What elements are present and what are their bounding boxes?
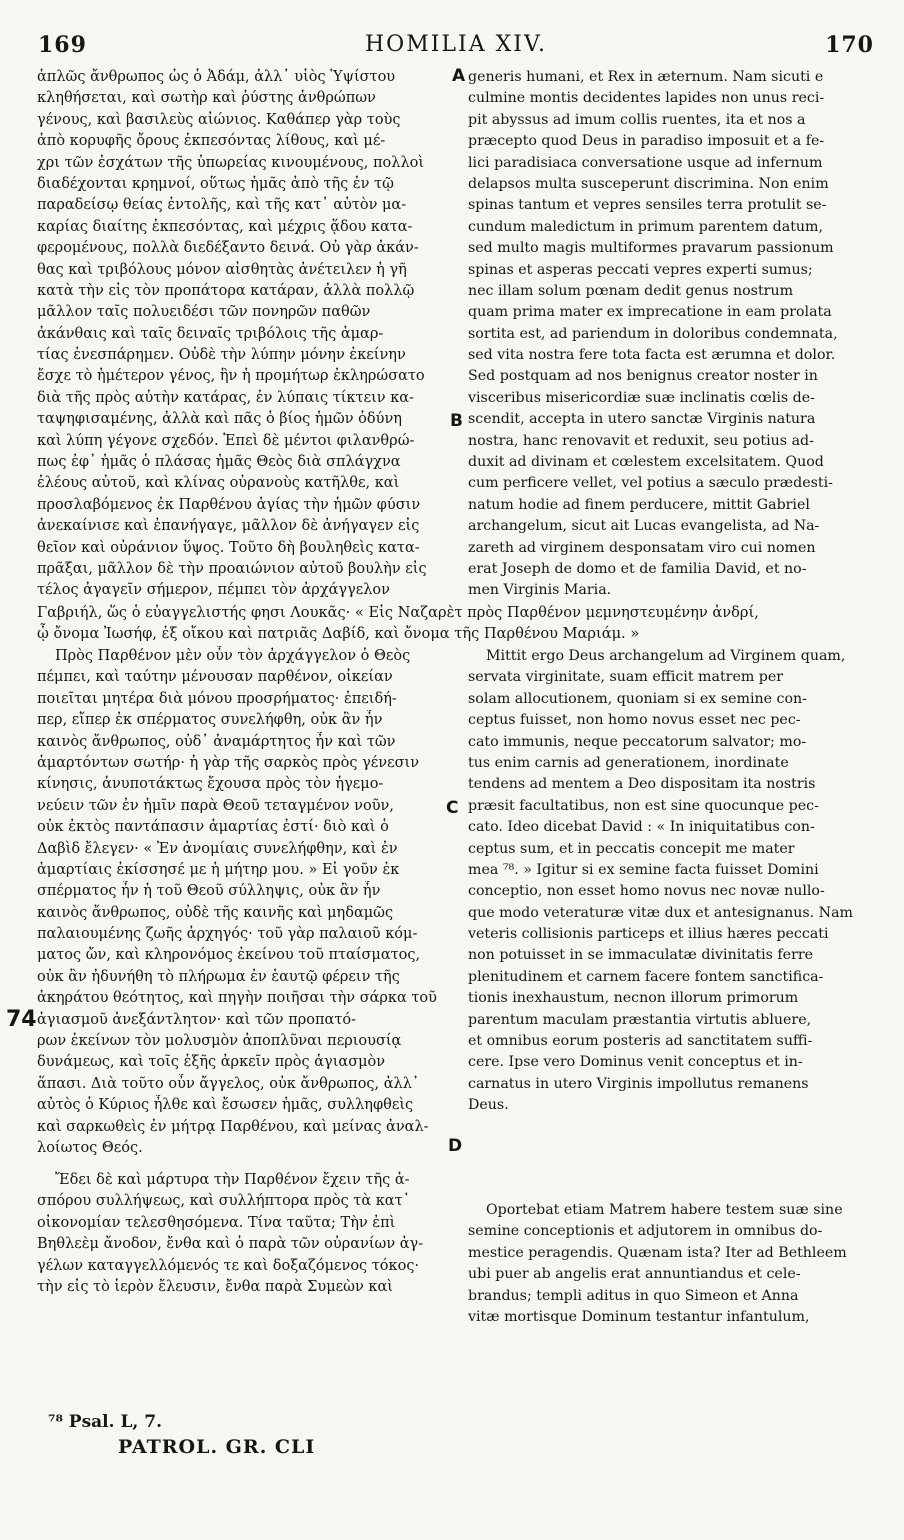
text-line: tus enim carnis ad generationem, inordinate [468, 754, 789, 771]
text-line: conceptio, non esset homo novus nec novæ nullo- [468, 883, 825, 900]
text-line: spinas et asperas peccati vepres experti sumus; [468, 261, 813, 278]
right-page-number: 170 [825, 32, 874, 58]
text-line: generis humani, et Rex in æternum. Nam sicuti e [468, 69, 824, 85]
text-line: præcepto quod Deus in paradiso imposuit et a fe- [468, 133, 825, 150]
text-line: περ, εἴπερ ἐκ σπέρματος συνελήφθη, οὐκ ἂν ἦν [37, 712, 383, 729]
text-line: cato immunis, neque peccatorum salvator; mo- [468, 733, 807, 750]
text-line: δυνάμεως, καὶ τοῖς ἑξῆς ἀρκεῖν πρὸς ἁγιασμὸν [37, 1054, 386, 1071]
text-line: διὰ τῆς πρὸς αὐτὴν κατάρας, ἐν λύπαις τίκτειν κα- [37, 389, 414, 406]
text-line: μᾶλλον ταῖς πολυειδέσι τῶν πονηρῶν παθῶν [37, 304, 371, 321]
text-line: zareth ad virginem desponsatam viro cui nomen [468, 539, 816, 556]
text-line: παραδείσῳ θείας ἐντολῆς, καὶ τῆς κατ᾽ αὐτὸν μα- [37, 197, 407, 214]
text-line: ἔσχε τὸ ἡμέτερον γένος, ἣν ἡ προμήτωρ ἐκληρώσατο [37, 368, 425, 385]
text-line: ἁγιασμοῦ ἀνεξάντλητον· καὶ τῶν προπατό- [37, 1011, 356, 1028]
text-line: κίνησις, ἀνυποτάκτως ἔχουσα πρὸς τὸν ἡγεμο- [37, 776, 384, 793]
text-line: Ἔδει δὲ καὶ μάρτυρα τὴν Παρθένον ἔχειν τῆς ἀ- [55, 1172, 410, 1188]
text-line: duxit ad divinam et cœlestem excelsitatem. Quod [468, 454, 824, 471]
text-line: αὐτὸς ὁ Κύριος ἦλθε καὶ ἔσωσεν ἡμᾶς, συλληφθεὶς [37, 1097, 414, 1114]
text-line: spinas tantum et vepres sensiles terra protulit se- [468, 197, 827, 214]
text-line: que modo veteraturæ vitæ dux et antesignanus. Nam [468, 904, 853, 921]
text-line: κατὰ τὴν εἰς τὸν προπάτορα κατάραν, ἀλλὰ πολλῷ [37, 282, 415, 299]
text-line: pit abyssus ad imum collis ruentes, ita et nos a [468, 111, 806, 128]
text-line: προσλαβόμενος ἐκ Παρθένου ἁγίας τὴν ἡμῶν φύσιν [37, 496, 421, 513]
margin-letter-c: C [446, 798, 459, 818]
text-line: parentum maculam præstantia virtutis abluere, [468, 1011, 812, 1028]
text-line: natum hodie ad finem perducere, mittit Gabriel [468, 496, 810, 513]
text-line: ματος ὤν, καὶ κληρονόμος ἐκείνου τοῦ πταίσματος, [37, 947, 421, 964]
text-line: præsit facultatibus, non est sine quocunque pec- [468, 797, 819, 814]
text-line: nostra, hanc renovavit et reduxit, seu potius ad- [468, 432, 814, 449]
text-line: ἁπλῶς ἄνθρωπος ὡς ὁ Ἀδάμ, ἀλλ᾽ υἱὸς Ὑψίστου [37, 69, 396, 85]
text-line: Sed postquam ad nos benignus creator noster in [468, 368, 818, 385]
text-line: ἀκηράτου θεότητος, καὶ πηγὴν ποιῆσαι τὴν σάρκα τοῦ [37, 990, 437, 1007]
text-line: ἐλέους αὐτοῦ, καὶ κλίνας οὐρανοὺς κατῆλθε, καὶ [37, 475, 400, 492]
text-line: λοίωτος Θεός. [37, 1139, 143, 1156]
text-line: sed vita nostra fere tota facta est ærumna et dolor. [468, 347, 836, 364]
text-line: et omnibus eorum posteris ad sanctitatem suffi- [468, 1033, 813, 1050]
full-width-greek-quote [37, 602, 865, 645]
text-line: archangelum, sicut ait Lucas evangelista, ad Na- [468, 518, 820, 535]
text-line: οὐκ ἂν ἠδυνήθη τὸ πλήρωμα ἐν ἑαυτῷ φέρειν τῆς [37, 968, 400, 985]
text-line: Γαβριήλ, ὥς ὁ εὐαγγελιστής φησι Λουκᾶς· « Εἰς Ναζαρὲτ πρὸς Παρθένον μεμνηστευμένην ἀνδρί, [37, 604, 759, 621]
latin-column-block-1 [468, 67, 872, 602]
greek-column-block-2 [37, 646, 465, 1159]
text-line: culmine montis decidentes lapides non unus reci- [468, 90, 825, 107]
latin-column-block-2 [468, 646, 872, 1117]
left-page-number: 169 [38, 32, 87, 58]
text-line: veteris collisionis particeps et illius hæres peccati [468, 926, 829, 943]
text-line: τίας ἐνεσπάρημεν. Οὐδὲ τὴν λύπην μόνην ἐκείνην [37, 347, 406, 364]
text-line: non potuisset in se immaculatæ divinitatis ferre [468, 947, 814, 964]
text-line: σπέρματος ἦν ἡ τοῦ Θεοῦ σύλληψις, οὐκ ἂν ἦν [37, 883, 381, 900]
text-line: ἁμαρτόντων σωτήρ· ἡ γὰρ τῆς σαρκὸς πρὸς γένεσιν [37, 754, 420, 771]
text-line: θας καὶ τριβόλους μόνον αἰσθητὰς ἀνέτειλεν ἡ γῆ [37, 261, 407, 278]
text-line: scendit, accepta in utero sanctæ Virginis natura [468, 411, 816, 428]
text-line: Πρὸς Παρθένον μὲν οὖν τὸν ἀρχάγγελον ὁ Θεὸς [55, 648, 411, 664]
text-line: τὴν εἰς τὸ ἱερὸν ἔλευσιν, ἔνθα παρὰ Συμεὼν καὶ [37, 1278, 393, 1295]
text-line: mestice peragendis. Quænam ista? Iter ad Bethleem [468, 1244, 847, 1261]
text-line: οἰκονομίαν τελεσθησόμενα. Τίνα ταῦτα; Τὴν ἐπὶ [37, 1214, 396, 1231]
greek-column-block-1 [37, 67, 465, 602]
text-line: Oportebat etiam Matrem habere testem suæ sine [486, 1202, 843, 1218]
text-line: delapsos multa susceperunt discrimina. Non enim [468, 175, 829, 192]
text-line: semine conceptionis et adjutorem in omnibus do- [468, 1223, 823, 1240]
greek-column-block-3 [37, 1170, 465, 1298]
text-line: lici paradisiaca conversatione usque ad infernum [468, 154, 823, 171]
text-line: καρίας διαίτης ἐκπεσόντας, καὶ μέχρις ᾅδου κατα- [37, 218, 413, 235]
text-line: sed multo magis multiformes pravarum passionum [468, 240, 834, 257]
text-line: ceptus fuisset, non homo novus esset nec pec- [468, 712, 801, 729]
text-line: ἁμαρτίαις ἐκίσσησέ με ἡ μήτηρ μου. » Εἰ γοῦν ἐκ [37, 861, 400, 878]
margin-letter-a: A [452, 66, 466, 86]
text-line: ᾧ ὄνομα Ἰωσήφ, ἐξ οἴκου καὶ πατριᾶς Δαβίδ, καὶ ὄνομα τῆς Παρθένου Μαριάμ. » [37, 625, 640, 643]
text-line: cundum maledictum in primum parentem datum, [468, 218, 824, 235]
text-line: γένους, καὶ βασιλεὺς αἰώνιος. Καθάπερ γὰρ τοὺς [37, 111, 401, 128]
running-head-title: HOMILIA XIV. [364, 32, 547, 57]
text-line: visceribus misericordiæ suæ inclinatis cœlis de- [468, 389, 815, 406]
printer-signature: PATROL. GR. CLI [118, 1436, 316, 1458]
text-line: brandus; templi aditus in quo Simeon et Anna [468, 1287, 799, 1304]
text-line: γέλων καταγγελλόμενός τε καὶ δοξαζόμενος τόκος· [37, 1257, 420, 1274]
text-line: φερομένους, πολλὰ διεδέξαντο δεινά. Οὐ γὰρ ἀκάν- [37, 240, 419, 257]
text-line: κληθήσεται, καὶ σωτὴρ καὶ ῥύστης ἀνθρώπων [37, 90, 376, 107]
text-line: σπόρου συλλήψεως, καὶ συλλήπτορα πρὸς τὰ κατ᾽ [37, 1193, 410, 1210]
text-line: Mittit ergo Deus archangelum ad Virginem quam, [486, 648, 846, 664]
latin-column-block-3 [468, 1200, 872, 1328]
text-line: tendens ad mentem a Deo dispositam ita nostris [468, 776, 816, 793]
text-line: ἅπασι. Διὰ τοῦτο οὖν ἄγγελος, οὐκ ἄνθρωπος, ἀλλ᾽ [37, 1075, 420, 1092]
text-line: παλαιουμένης ζωῆς ἀρχηγός· τοῦ γὰρ παλαιοῦ κόμ- [37, 926, 418, 943]
text-line: quam prima mater ex imprecatione in eam prolata [468, 304, 832, 321]
text-line: ἀνεκαίνισε καὶ ἐπανήγαγε, μᾶλλον δὲ ἀνήγαγεν εἰς [37, 518, 420, 535]
text-line: διαδέχονται κρημνοί, οὕτως ἡμᾶς ἀπὸ τῆς ἐν τῷ [37, 175, 394, 192]
text-line: mea ⁷⁸. » Igitur si ex semine facta fuisset Domini [468, 861, 819, 878]
text-line: carnatus in utero Virginis impollutus remanens [468, 1075, 809, 1092]
text-line: πρᾶξαι, μᾶλλον δὲ τὴν προαιώνιον αὐτοῦ βουλὴν εἰς [37, 560, 427, 577]
text-line: ἀπὸ κορυφῆς ὄρους ἐκπεσόντας λίθους, καὶ μέ- [37, 133, 386, 150]
text-line: πως ἐφ᾽ ἡμᾶς ὁ πλάσας ἡμᾶς Θεὸς διὰ σπλάγχνα [37, 454, 401, 471]
text-line: ubi puer ab angelis erat annuntiandus et cele- [468, 1266, 801, 1283]
text-line: men Virginis Maria. [468, 582, 612, 599]
text-line: νεύειν τῶν ἐν ἡμῖν παρὰ Θεοῦ τεταγμένον νοῦν, [37, 797, 394, 814]
text-line: ποιεῖται μητέρα διὰ μόνου προσρήματος· ἐπειδή- [37, 690, 397, 707]
text-line: Δαβὶδ ἔλεγεν· « Ἐν ἀνομίαις συνελήφθην, καὶ ἐν [37, 840, 398, 857]
text-line: plenitudinem et carnem facere fontem sanctifica- [468, 968, 824, 985]
text-line: Deus. [468, 1097, 509, 1114]
text-line: sortita est, ad pariendum in doloribus condemnata, [468, 325, 838, 342]
text-line: καὶ σαρκωθεὶς ἐν μήτρᾳ Παρθένου, καὶ μείνας ἀναλ- [37, 1118, 429, 1135]
text-line: Βηθλεὲμ ἄνοδον, ἔνθα καὶ ὁ παρὰ τῶν οὐρανίων ἀγ- [37, 1236, 424, 1253]
text-line: χρι τῶν ἐσχάτων τῆς ὑπωρείας κινουμένους, πολλοὶ [37, 154, 425, 171]
text-line: cere. Ipse vero Dominus venit conceptus et in- [468, 1054, 803, 1071]
text-line: ἀκάνθαις καὶ ταῖς δειναῖς τριβόλοις τῆς ἁμαρ- [37, 325, 384, 342]
text-line: ταψηφισαμένης, ἀλλὰ καὶ πᾶς ὁ βίος ἡμῶν ὀδύνη [37, 411, 402, 428]
text-line: cum perficere vellet, vel potius a sæculo prædesti- [468, 475, 833, 492]
text-line: πέμπει, καὶ ταύτην μένουσαν παρθένον, οἰκείαν [37, 669, 393, 686]
text-line: καὶ λύπη γέγονε σχεδόν. Ἐπεὶ δὲ μέντοι φιλανθρώ- [37, 432, 415, 449]
text-line: ρων ἐκείνων τὸν μολυσμὸν ἀποπλῦναι περιουσίᾳ [37, 1033, 402, 1050]
text-line: cato. Ideo dicebat David : « In iniquitatibus con- [468, 819, 815, 836]
text-line: ceptus sum, et in peccatis concepit me mater [468, 840, 795, 857]
text-line: καινὸς ἄνθρωπος, οὐδ᾽ ἀναμάρτητος ἦν καὶ τῶν [37, 733, 396, 750]
footnote: ⁷⁸ Psal. L, 7. [48, 1412, 163, 1432]
margin-letter-d: D [448, 1136, 463, 1156]
text-line: erat Joseph de domo et de familia David, et no- [468, 560, 807, 577]
column-number-74: 74 [6, 1007, 37, 1032]
text-line: θεῖον καὶ οὐράνιον ὕψος. Τοῦτο δὴ βουληθεὶς κατα- [37, 539, 420, 556]
text-line: tionis inexhaustum, necnon illorum primorum [468, 990, 799, 1007]
text-line: vitæ mortisque Dominum testantur infantulum, [468, 1308, 810, 1325]
text-line: solam allocutionem, quoniam si ex semine con- [468, 690, 807, 707]
text-line: οὐκ ἐκτὸς παντάπασιν ἁμαρτίας ἐστί· διὸ καὶ ὁ [37, 819, 389, 836]
page-header [38, 32, 874, 62]
margin-letter-b: B [450, 411, 463, 431]
text-line: nec illam solum pœnam dedit genus nostrum [468, 282, 794, 299]
text-line: servata virginitate, suam efficit matrem per [468, 669, 784, 686]
text-line: τέλος ἀγαγεῖν σήμερον, πέμπει τὸν ἀρχάγγελον [37, 582, 390, 599]
text-line: καινὸς ἄνθρωπος, οὐδὲ τῆς καινῆς καὶ μηδαμῶς [37, 904, 394, 921]
